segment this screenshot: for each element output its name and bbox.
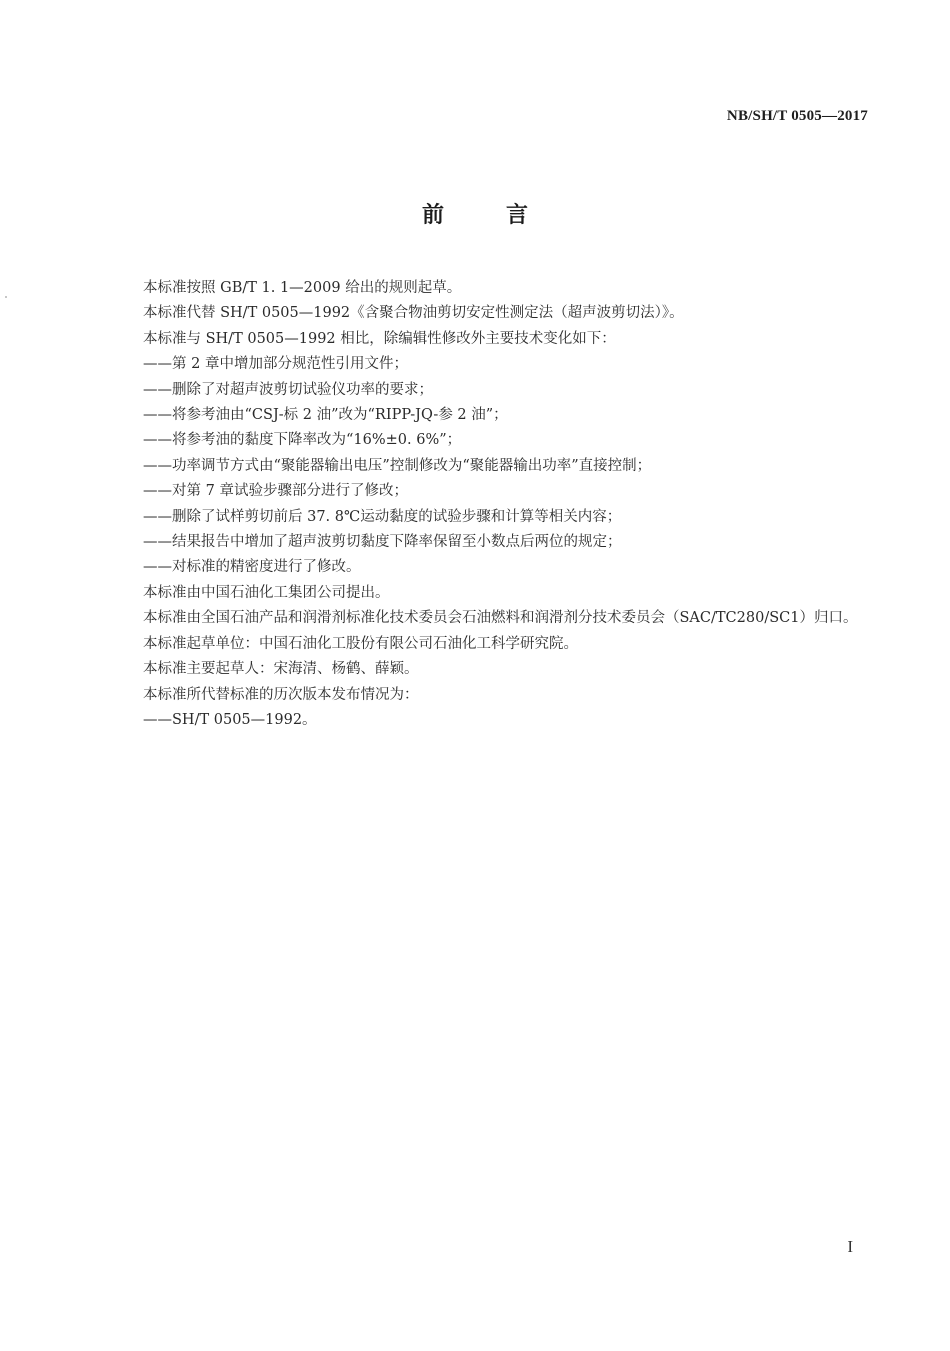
paragraph-proposer: 本标准由中国石油化工集团公司提出。 [143, 584, 390, 601]
paragraph-changes-intro: 本标准与 SH/T 0505—1992 相比，除编辑性修改外主要技术变化如下： [143, 330, 616, 347]
scan-artifact-dot [5, 296, 7, 298]
paragraph-history-intro: 本标准所代替标准的历次版本发布情况为： [143, 686, 419, 703]
standard-code: NB/SH/T 0505—2017 [726, 108, 868, 124]
foreword-body [109, 276, 869, 733]
page-number: I [847, 1237, 853, 1256]
change-item: ——第 2 章中增加部分规范性引用文件； [143, 356, 408, 373]
change-item: ——对第 7 章试验步骤部分进行了修改； [143, 483, 408, 500]
change-item: ——删除了对超声波剪切试验仪功率的要求； [143, 381, 433, 398]
paragraph-drafting-unit: 本标准起草单位：中国石油化工股份有限公司石油化工科学研究院。 [143, 635, 578, 652]
change-item: ——将参考油由“CSJ-标 2 油”改为“RIPP-JQ-参 2 油”； [143, 407, 508, 424]
change-item: ——结果报告中增加了超声波剪切黏度下降率保留至小数点后两位的规定； [143, 534, 622, 551]
change-item: ——功率调节方式由“聚能器输出电压”控制修改为“聚能器输出功率”直接控制； [143, 457, 652, 474]
history-item: ——SH/T 0505—1992。 [143, 711, 317, 728]
change-item: ——对标准的精密度进行了修改。 [143, 559, 361, 576]
change-item: ——将参考油的黏度下降率改为“16%±0. 6%”； [143, 432, 462, 449]
paragraph-jurisdiction: 本标准由全国石油产品和润滑剂标准化技术委员会石油燃料和润滑剂分技术委员会（SAC/TC280/SC1）归口。 [143, 610, 858, 627]
paragraph-replaces: 本标准代替 SH/T 0505—1992《含聚合物油剪切安定性测定法（超声波剪切法）》。 [143, 305, 684, 322]
change-item: ——删除了试样剪切前后 37. 8℃运动黏度的试验步骤和计算等相关内容； [143, 508, 622, 525]
paragraph-drafting-rules: 本标准按照 GB/T 1. 1—2009 给出的规则起草。 [143, 280, 462, 296]
paragraph-drafters: 本标准主要起草人：宋海清、杨鹤、薛颖。 [143, 661, 419, 678]
page-title: 前言 [421, 203, 590, 228]
